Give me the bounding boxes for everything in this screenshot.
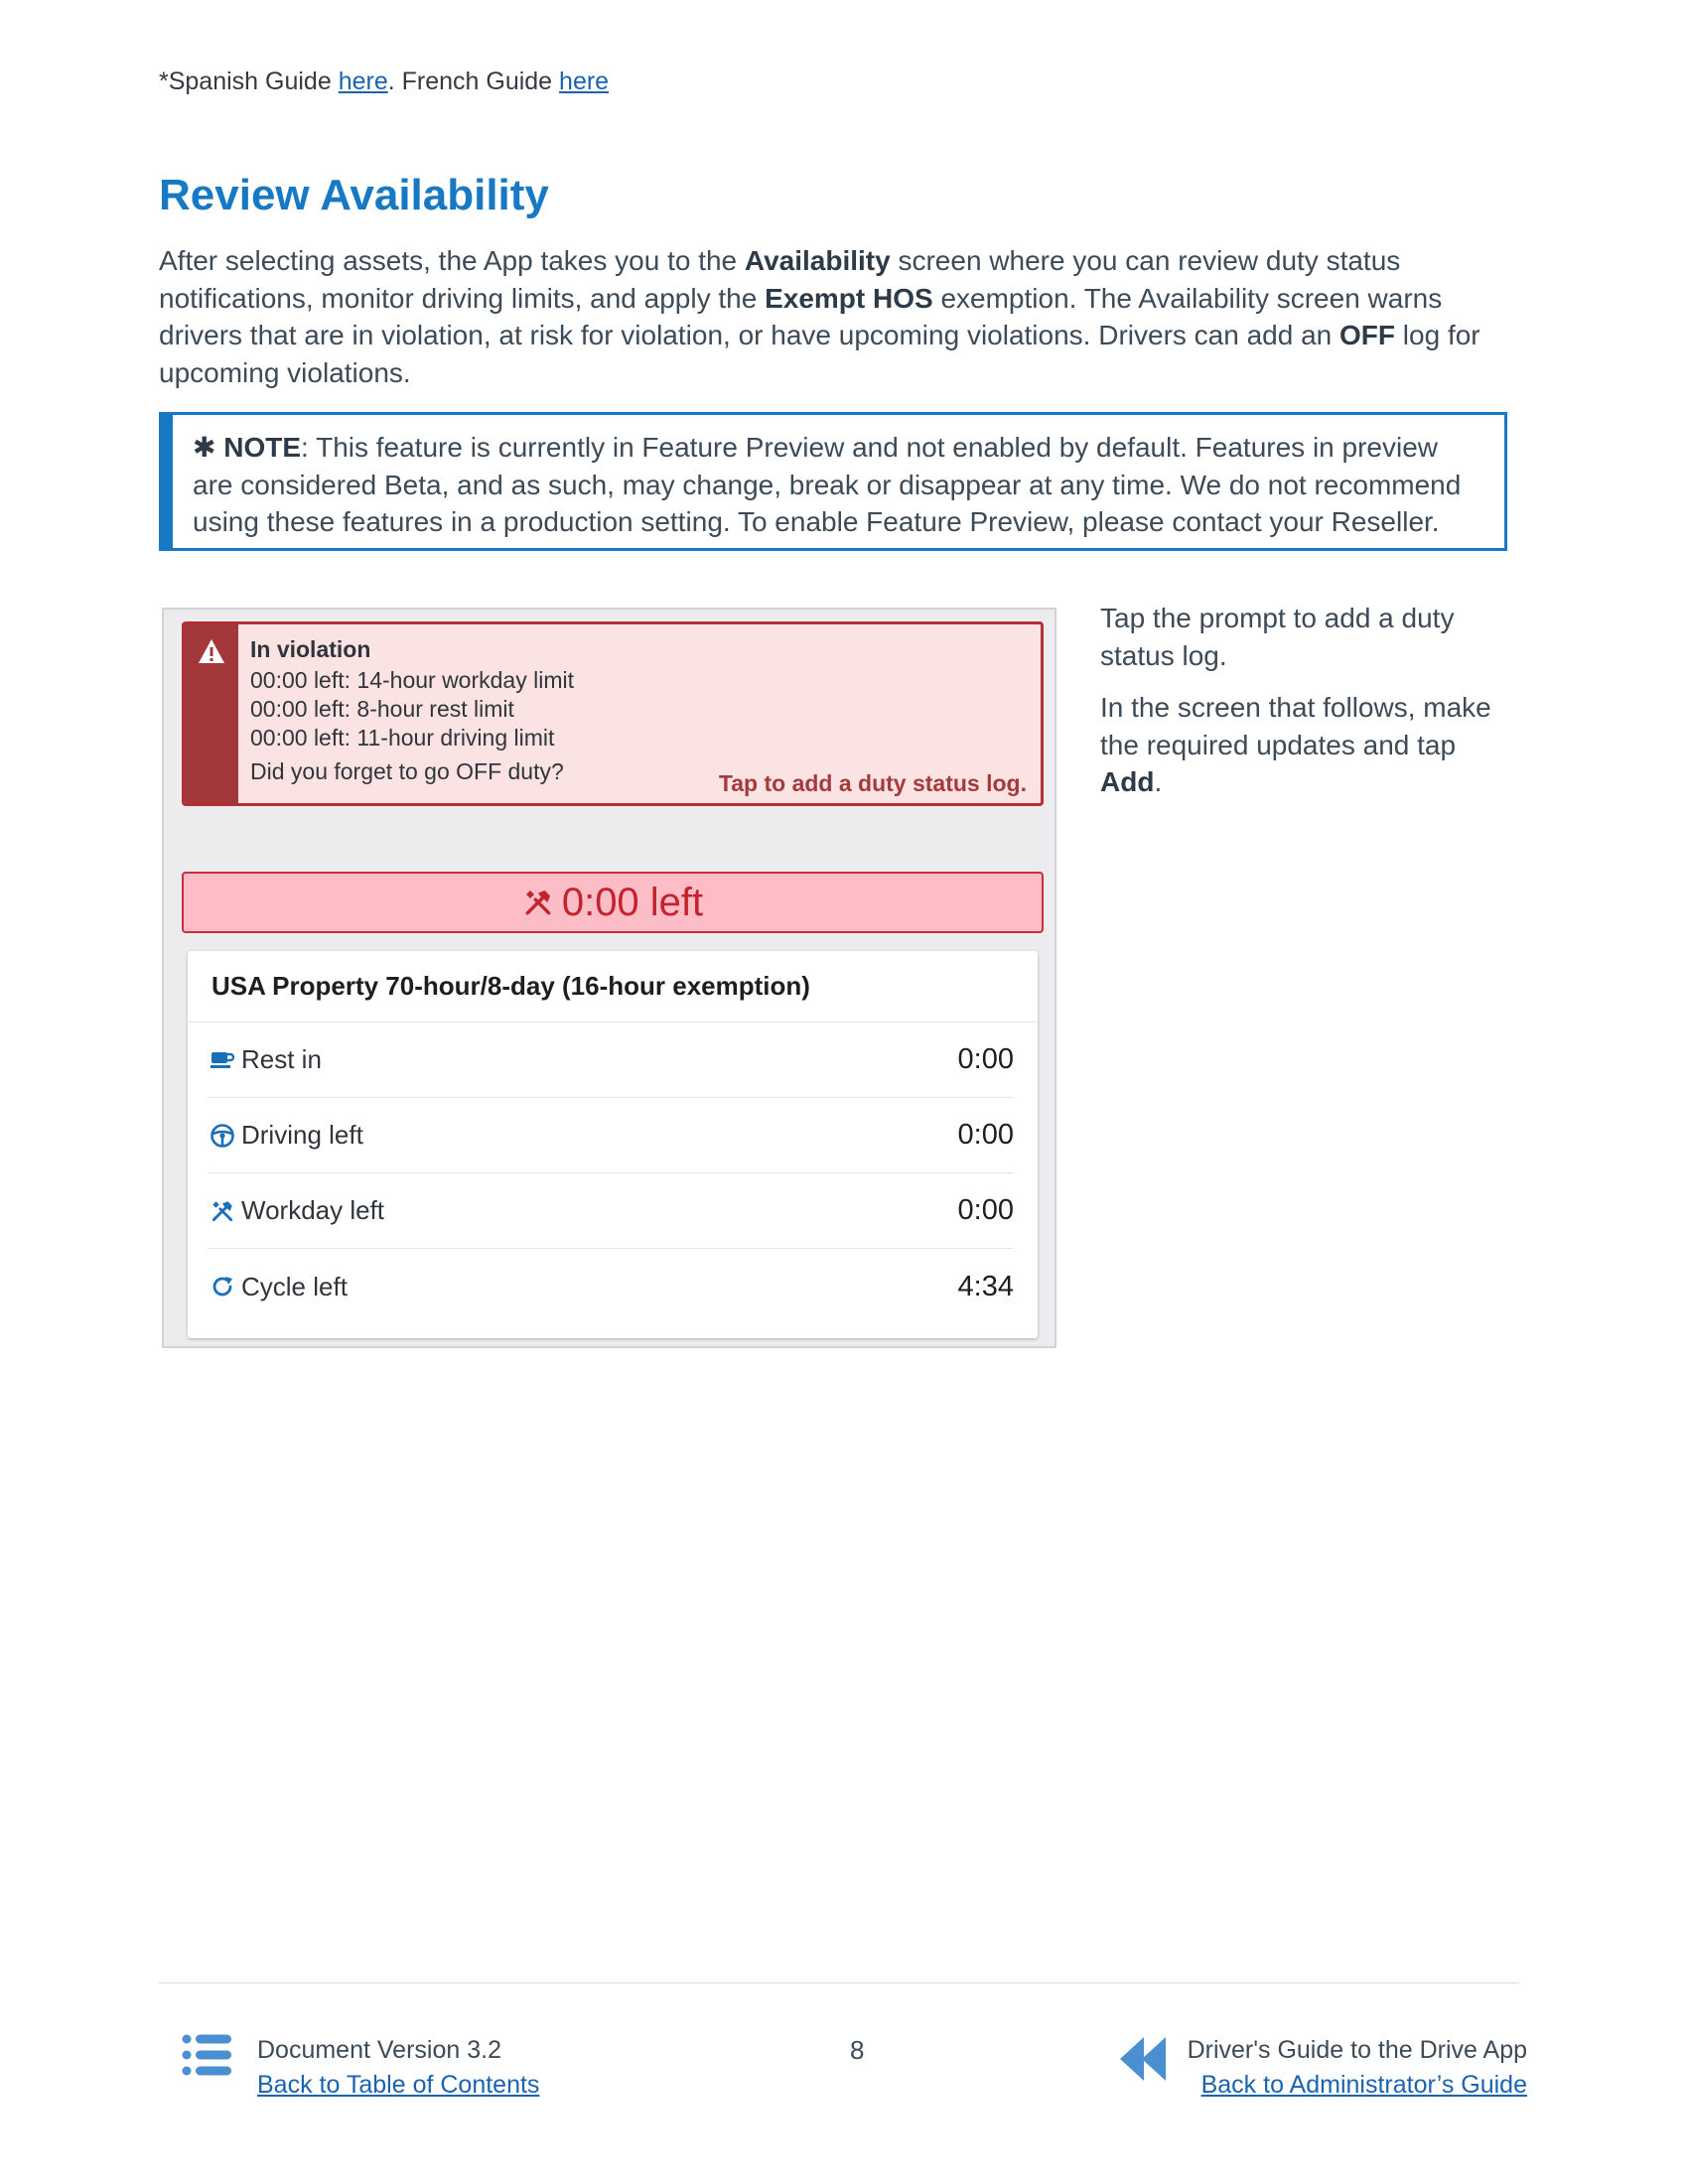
section-title: Review Availability <box>159 171 549 219</box>
alert-body <box>250 634 1029 786</box>
spanish-guide-prefix: *Spanish Guide <box>159 68 339 95</box>
tools-icon <box>522 887 554 918</box>
list-icon <box>182 2033 233 2077</box>
feature-preview-note <box>159 412 1507 551</box>
footer-divider <box>159 1982 1519 1983</box>
alert-side-bar <box>185 624 238 803</box>
coffee-icon <box>208 1045 237 1075</box>
instruction-2-text: In the screen that follows, make the required updates and tap <box>1100 692 1491 760</box>
alert-question: Did you forget to go OFF duty? <box>250 758 564 784</box>
instruction-1: Tap the prompt to add a duty status log. <box>1100 603 1455 671</box>
row-label: Cycle left <box>241 1271 348 1301</box>
row-label: Workday left <box>241 1195 385 1225</box>
row-label: Driving left <box>241 1120 363 1150</box>
time-left-text: 0:00 left <box>561 880 704 924</box>
alert-line-rest: 00:00 left: 8-hour rest limit <box>250 696 514 722</box>
french-guide-prefix: . French Guide <box>387 68 560 95</box>
tools-icon <box>208 1196 237 1226</box>
row-value: 0:00 <box>957 1043 1014 1075</box>
cycle-icon <box>208 1272 237 1301</box>
instruction-2-end: . <box>1154 766 1163 797</box>
warning-icon <box>198 638 225 664</box>
language-links <box>159 68 609 96</box>
alert-line-driving: 00:00 left: 11-hour driving limit <box>250 725 555 751</box>
french-guide-link[interactable]: here <box>559 68 610 95</box>
row-label: Rest in <box>241 1044 322 1074</box>
row-value: 0:00 <box>957 1194 1014 1226</box>
note-star-icon: ✱ <box>193 432 224 463</box>
add-duty-status-log-prompt[interactable]: Tap to add a duty status log. <box>718 770 1027 796</box>
note-text: : This feature is currently in Feature Preview and not enabled by default. Features in preview are considered Beta, and as such, may change, break or disappear at any time. We do not recommend using these features in a production setting. To enable Feature Preview, please contact your Reseller. <box>193 432 1462 537</box>
driving-left-row <box>208 1098 1014 1173</box>
availability-screen <box>162 608 1056 1348</box>
steering-wheel-icon <box>208 1121 237 1151</box>
footer-left <box>182 2033 540 2099</box>
intro-text-4: log for upcoming violations. <box>159 320 1480 388</box>
instruction-2-bold-add: Add <box>1100 766 1155 797</box>
time-left-banner <box>182 872 1044 933</box>
footer-right <box>1120 2033 1527 2113</box>
intro-text-3: exemption. The Availability screen warns drivers that are in violation, at risk for violation, or have upcoming violations. Drivers can add an <box>159 282 1443 350</box>
ruleset-card <box>188 951 1038 1338</box>
ruleset-title: USA Property 70-hour/8-day (16-hour exemption) <box>188 951 1038 1023</box>
instruction-2 <box>1100 689 1517 801</box>
guide-title: Driver's Guide to the Drive App <box>1187 2036 1527 2064</box>
intro-bold-off: OFF <box>1339 320 1396 350</box>
back-to-toc-link[interactable]: Back to Table of Contents <box>257 2071 540 2099</box>
intro-paragraph <box>159 242 1529 391</box>
note-label: NOTE <box>223 432 302 463</box>
footer-right-text <box>1188 2033 1527 2103</box>
document-version: Document Version 3.2 <box>257 2036 501 2064</box>
back-to-admin-guide-link[interactable]: Back to Administrator’s Guide <box>1200 2071 1527 2099</box>
workday-left-row <box>208 1173 1014 1249</box>
intro-text-2: screen where you can review duty status notifications, monitor driving limits, and apply the <box>159 245 1401 314</box>
intro-text-1: After selecting assets, the App takes you to the <box>159 245 745 276</box>
rest-in-row <box>208 1023 1014 1098</box>
row-value: 0:00 <box>957 1119 1014 1151</box>
row-value: 4:34 <box>957 1270 1014 1302</box>
footer-left-text <box>257 2033 654 2103</box>
cycle-left-row <box>208 1249 1014 1324</box>
double-chevron-left-icon[interactable] <box>1120 2037 1168 2081</box>
side-instructions <box>1100 600 1517 816</box>
page-number: 8 <box>850 2035 865 2065</box>
alert-title: In violation <box>250 636 371 662</box>
intro-bold-exempt-hos: Exempt HOS <box>765 282 933 314</box>
violation-alert[interactable] <box>182 621 1044 806</box>
intro-bold-availability: Availability <box>744 245 891 276</box>
alert-line-workday: 00:00 left: 14-hour workday limit <box>250 667 574 693</box>
spanish-guide-link[interactable]: here <box>338 68 388 95</box>
